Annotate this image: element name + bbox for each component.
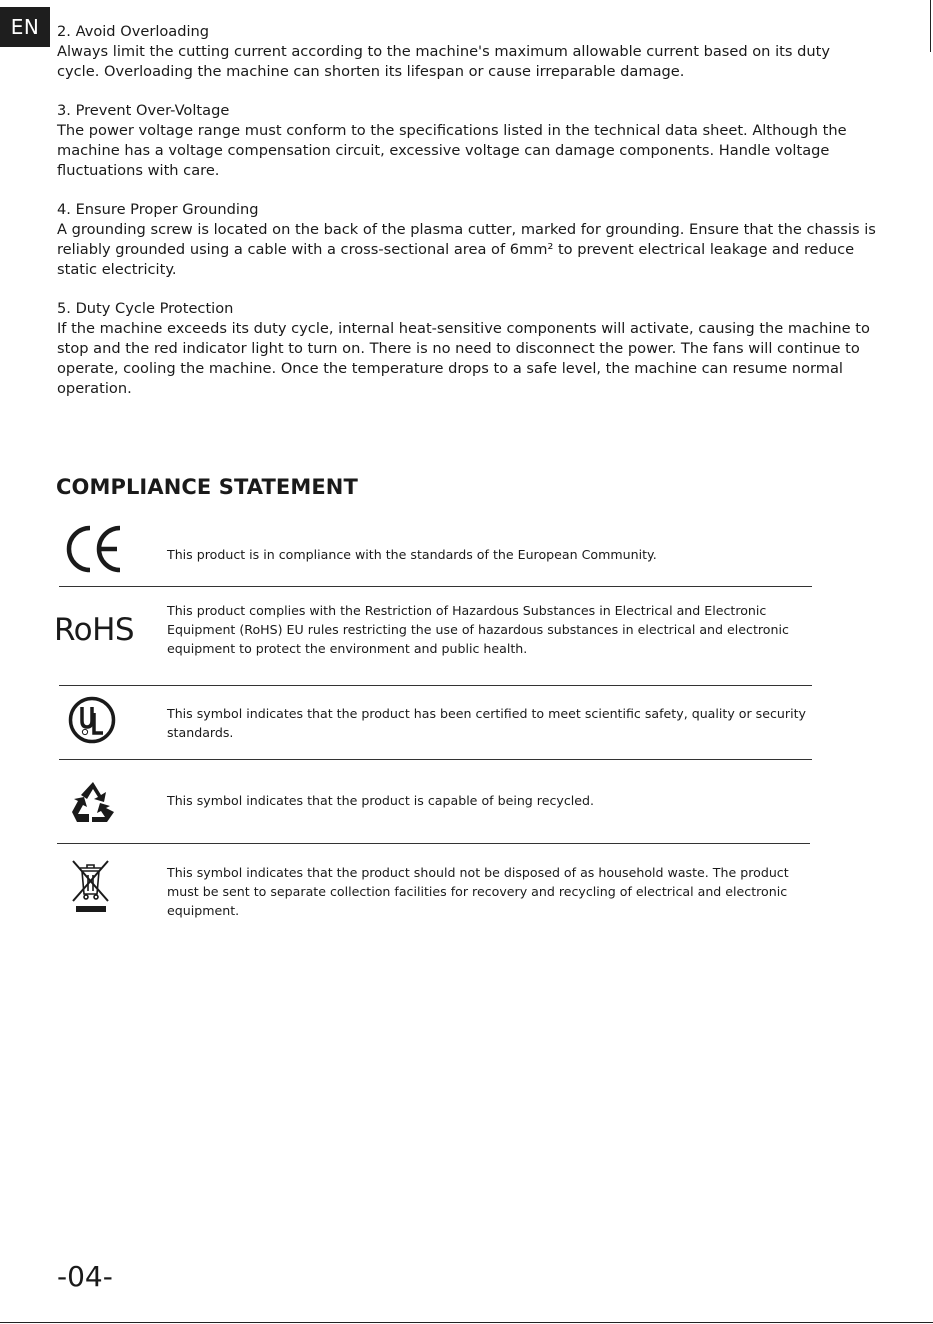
- compliance-title: COMPLIANCE STATEMENT: [56, 475, 358, 499]
- compliance-line: Equipment (RoHS) EU rules restricting the use of hazardous substances in electrical and electronic: [167, 622, 789, 637]
- recycle-description: [167, 791, 817, 810]
- compliance-line: This symbol indicates that the product should not be disposed of as household waste. The product: [167, 865, 789, 880]
- divider: [59, 685, 812, 686]
- recycle-icon: [70, 780, 116, 824]
- section-line: If the machine exceeds its duty cycle, internal heat-sensitive components will activate, causing the machine to: [57, 320, 870, 337]
- section-line: reliably grounded using a cable with a cross-sectional area of 6mm² to prevent electrical leakage and reduce: [57, 241, 855, 258]
- compliance-line: equipment to protect the environment and public health.: [167, 641, 528, 656]
- section-heading: 3. Prevent Over-Voltage: [57, 102, 230, 119]
- language-tab: EN: [0, 7, 50, 47]
- section-line: A grounding screw is located on the back of the plasma cutter, marked for grounding. Ensure that the chassis is: [57, 221, 876, 238]
- section-heading: 4. Ensure Proper Grounding: [57, 201, 259, 218]
- section-line: static electricity.: [57, 261, 177, 278]
- weee-crossed-bin-icon: [70, 858, 112, 916]
- ul-mark-icon: [68, 696, 116, 744]
- section-line: stop and the red indicator light to turn on. There is no need to disconnect the power. The fans will continue to: [57, 340, 860, 357]
- compliance-line: This product is in compliance with the standards of the European Community.: [167, 547, 657, 562]
- section-proper-grounding: [57, 200, 887, 280]
- compliance-line: This product complies with the Restriction of Hazardous Substances in Electrical and Electronic: [167, 603, 767, 618]
- compliance-line: This symbol indicates that the product has been certified to meet scientific safety, quality or security: [167, 706, 806, 721]
- section-heading: 5. Duty Cycle Protection: [57, 300, 234, 317]
- edge-line: [930, 0, 931, 52]
- ce-description: [167, 545, 817, 564]
- rohs-description: [167, 601, 817, 658]
- compliance-line: must be sent to separate collection facilities for recovery and recycling of electrical and electronic: [167, 884, 788, 899]
- ce-mark-icon: [64, 524, 126, 574]
- bottom-line: [0, 1322, 933, 1323]
- ul-description: [167, 704, 817, 742]
- compliance-line: This symbol indicates that the product is capable of being recycled.: [167, 793, 594, 808]
- compliance-line: equipment.: [167, 903, 240, 918]
- section-prevent-over-voltage: [57, 101, 887, 181]
- section-line: operation.: [57, 380, 132, 397]
- section-duty-cycle-protection: [57, 299, 887, 399]
- section-heading: 2. Avoid Overloading: [57, 23, 210, 40]
- weee-description: [167, 863, 817, 920]
- compliance-line: standards.: [167, 725, 234, 740]
- section-line: cycle. Overloading the machine can shorten its lifespan or cause irreparable damage.: [57, 63, 685, 80]
- section-avoid-overloading: [57, 22, 887, 82]
- section-line: operate, cooling the machine. Once the temperature drops to a safe level, the machine can resume normal: [57, 360, 843, 377]
- section-line: Always limit the cutting current according to the machine's maximum allowable current based on its duty: [57, 43, 830, 60]
- divider: [59, 586, 812, 587]
- instructions-sections: [57, 22, 887, 418]
- section-line: machine has a voltage compensation circuit, excessive voltage can damage components. Handle voltage: [57, 142, 830, 159]
- rohs-icon: RoHS: [54, 612, 135, 648]
- divider: [57, 843, 810, 844]
- page-number: -04-: [57, 1260, 113, 1293]
- divider: [59, 759, 812, 760]
- section-line: fluctuations with care.: [57, 162, 220, 179]
- section-line: The power voltage range must conform to the specifications listed in the technical data sheet. Although the: [57, 122, 847, 139]
